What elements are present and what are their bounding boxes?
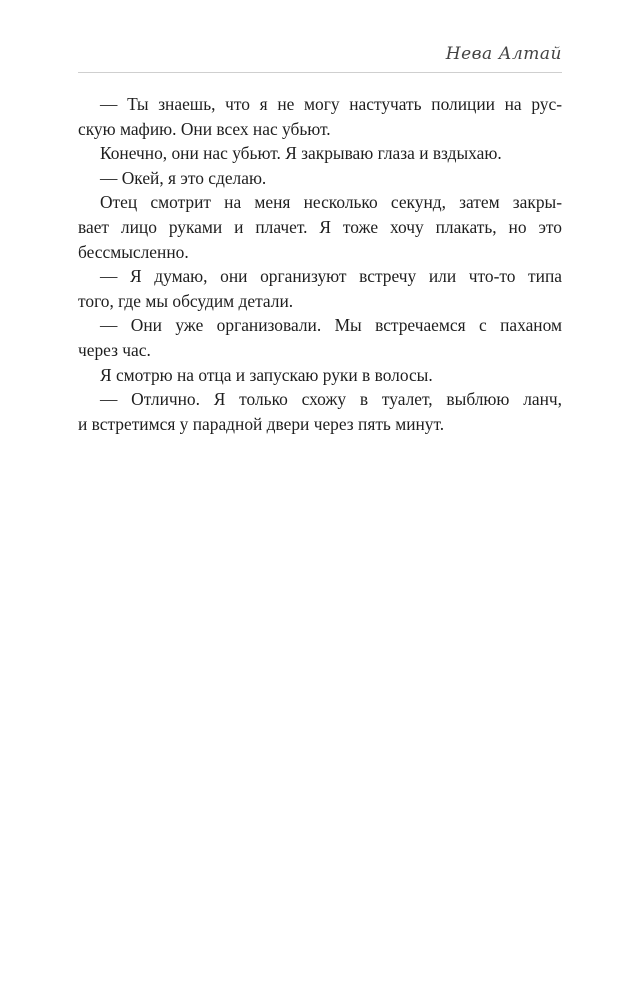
- running-head-author: Нева Алтай: [445, 44, 562, 64]
- text-line: Отец смотрит на меня несколько секунд, затем закры-: [100, 192, 562, 213]
- text-line: скую мафию. Они всех нас убьют.: [78, 118, 331, 139]
- header-rule: [78, 72, 562, 73]
- text-line: через час.: [78, 339, 151, 360]
- text-line: бессмысленно.: [78, 241, 189, 262]
- text-line: и встретимся у парадной двери через пять минут.: [78, 413, 445, 434]
- text-line: — Ты знаешь, что я не могу настучать полиции на рус-: [100, 94, 562, 114]
- text-line: Я смотрю на отца и запускаю руки в волосы.: [100, 364, 433, 385]
- text-line: — Отлично. Я только схожу в туалет, выблюю ланч,: [100, 389, 562, 410]
- text-line: того, где мы обсудим детали.: [78, 290, 294, 311]
- body-text: [78, 92, 562, 436]
- text-line: вает лицо руками и плачет. Я тоже хочу плакать, но это: [78, 216, 562, 237]
- text-line: — Окей, я это сделаю.: [100, 167, 267, 188]
- text-line: — Они уже организовали. Мы встречаемся с паханом: [100, 315, 562, 336]
- text-line: — Я думаю, они организуют встречу или что-то типа: [100, 266, 562, 287]
- text-line: Конечно, они нас убьют. Я закрываю глаза и вздыхаю.: [100, 143, 502, 164]
